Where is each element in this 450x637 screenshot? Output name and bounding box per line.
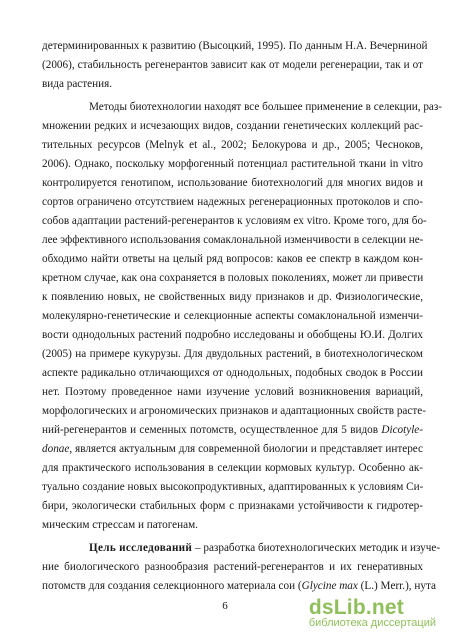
paragraph-first-line: Методы биотехнологии находят все большее применение в селекции, раз- <box>89 101 443 113</box>
text-line: потомств для создания селекционного материала сои (Glycine max (L.) Merr.), нута <box>42 580 436 592</box>
text-line: для практического использования в селекции кормовых культур. Особенно ак- <box>42 462 423 474</box>
text-line: (2005) на примере кукурузы. Для двудольных растений, в биотехнологическом <box>42 348 423 360</box>
text-line: к появлению новых, не свойственных виду признаков и др. Физиологические, <box>42 291 423 303</box>
text-line: кретном случае, как она сохраняется в половых поколениях, может ли привести <box>42 272 424 284</box>
text-line: вида растения. <box>42 78 113 90</box>
text-line: аспекте радикально отличающихся от однодольных, подобных сводок в России <box>42 367 423 379</box>
text-line: лее эффективного использования сомаклональной изменчивости в селекции не- <box>42 234 424 246</box>
watermark-subtitle: библиотека диссертаций <box>308 617 436 629</box>
text-line: множении редких и исчезающих видов, создании генетических коллекций рас- <box>42 120 423 132</box>
text-line: контролируется генотипом, использование биотехнологий для многих видов и <box>42 177 423 189</box>
text-line: тительных ресурсов (Melnyk et al., 2002; Белокурова и др., 2005; Чесноков, <box>42 139 423 151</box>
watermark-title: dsLib.net <box>308 596 404 619</box>
text-line: молекулярно-генетические и селекционные аспекты сомаклональной изменчи- <box>42 310 423 322</box>
text-line: собов адаптации растений-регенерантов к условиям ex vitro. Кроме того, для бо- <box>42 215 427 227</box>
text-line: ние биологического разнообразия растений-регенерантов и их генеративных <box>42 561 423 573</box>
text-line: бири, экологически стабильных форм с признаками устойчивости к гидротер- <box>42 500 423 512</box>
page-number: 6 <box>222 600 228 612</box>
text-line: (2006), стабильность регенерантов зависит как от модели регенерации, так и от <box>42 59 423 71</box>
text-line: нет. Поэтому проведенное нами изучение условий возникновения вариаций, <box>42 386 423 398</box>
text-line: donae, является актуальным для современной биологии и представляет интерес <box>42 443 423 455</box>
text-line: детерминированных к развитию (Высоцкий, 1995). По данным Н.А. Вечерниной <box>42 40 428 52</box>
text-line: 2006). Однако, поскольку морфогенный потенциал растительной ткани in vitro <box>42 158 423 170</box>
text-line: морфологических и агрономических признаков и адаптационных свойств расте- <box>42 405 426 417</box>
text-line: обходимо найти ответы на целый ряд вопросов: каков ее спектр в каждом кон- <box>42 253 423 265</box>
text-line: туально создание новых высокопродуктивных, адаптированных к условиям Си- <box>42 481 424 493</box>
text-line: вости однодольных растений подробно исследованы и обобщены Ю.И. Долгих <box>42 329 423 341</box>
goal-first-line: Цель исследований – разработка биотехнологических методик и изуче- <box>89 542 441 554</box>
watermark-logo <box>309 596 436 629</box>
text-line: ний-регенерантов и семенных потомств, осуществленное для 5 видов Dicotyle- <box>42 424 423 436</box>
text-line: мическим стрессам и патогенам. <box>42 519 198 531</box>
text-line: сортов ограничено отсутствием надежных регенерационных протоколов и спо- <box>42 196 423 208</box>
